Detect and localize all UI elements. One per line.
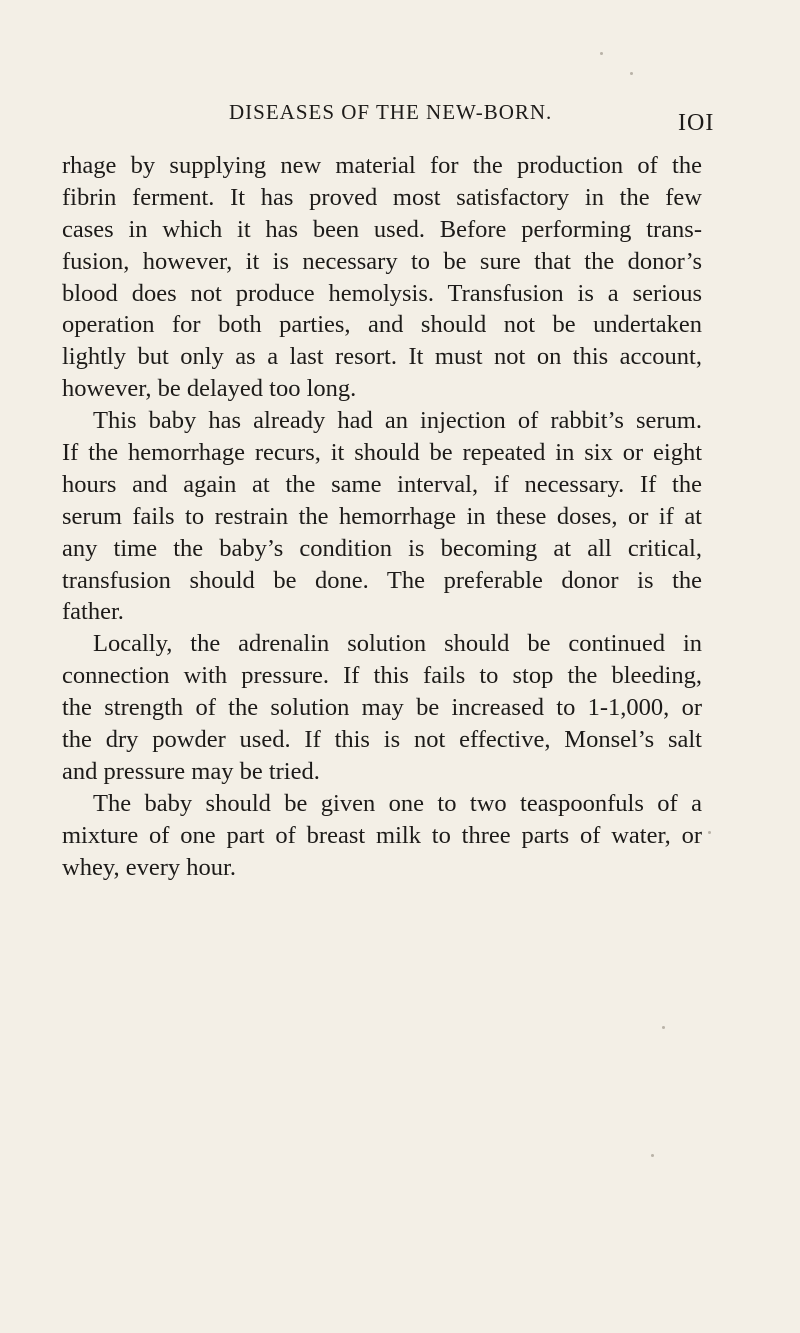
text-line: any time the baby’s condition is becoming at all critical,	[62, 534, 702, 562]
text-line: and pressure may be tried.	[62, 757, 320, 785]
text-line: If the hemorrhage recurs, it should be repeated in six or eight	[62, 439, 702, 467]
paper-speck	[662, 1026, 665, 1029]
text-line: the dry powder used. If this is not effective, Monsel’s salt	[62, 726, 702, 754]
text-line: whey, every hour.	[62, 853, 236, 881]
text-line: serum fails to restrain the hemorrhage in these doses, or if at	[62, 502, 702, 530]
paper-speck	[600, 52, 603, 55]
body-text	[62, 150, 702, 883]
text-line: rhage by supplying new material for the production of the	[62, 152, 702, 179]
paper-speck	[630, 72, 633, 75]
page-number: IOI	[678, 110, 715, 136]
text-line: operation for both parties, and should not be undertaken	[62, 311, 702, 339]
text-line: fibrin ferment. It has proved most satisfactory in the few	[62, 183, 702, 211]
text-line: mixture of one part of breast milk to three parts of water, or	[62, 821, 702, 849]
text-line: blood does not produce hemolysis. Transfusion is a serious	[62, 279, 702, 307]
text-line: fusion, however, it is necessary to be sure that the donor’s	[62, 247, 702, 275]
text-line: the strength of the solution may be increased to 1-1,000, or	[62, 694, 702, 722]
paper-speck	[708, 831, 711, 834]
text-line: lightly but only as a last resort. It must not on this account,	[62, 343, 702, 371]
paper-speck	[651, 1154, 654, 1157]
text-line: connection with pressure. If this fails to stop the bleeding,	[62, 662, 702, 690]
text-line: Locally, the adrenalin solution should be continued in	[93, 630, 702, 658]
text-line: however, be delayed too long.	[62, 375, 357, 403]
text-line: hours and again at the same interval, if necessary. If the	[62, 470, 702, 498]
text-line: cases in which it has been used. Before performing trans-	[62, 215, 702, 243]
text-line: transfusion should be done. The preferable donor is the	[62, 566, 702, 594]
text-line: The baby should be given one to two teaspoonfuls of a	[93, 789, 702, 817]
text-line: father.	[62, 598, 124, 626]
running-head: DISEASES OF THE NEW-BORN.	[229, 100, 553, 124]
text-line: This baby has already had an injection of rabbit’s serum.	[93, 407, 702, 435]
